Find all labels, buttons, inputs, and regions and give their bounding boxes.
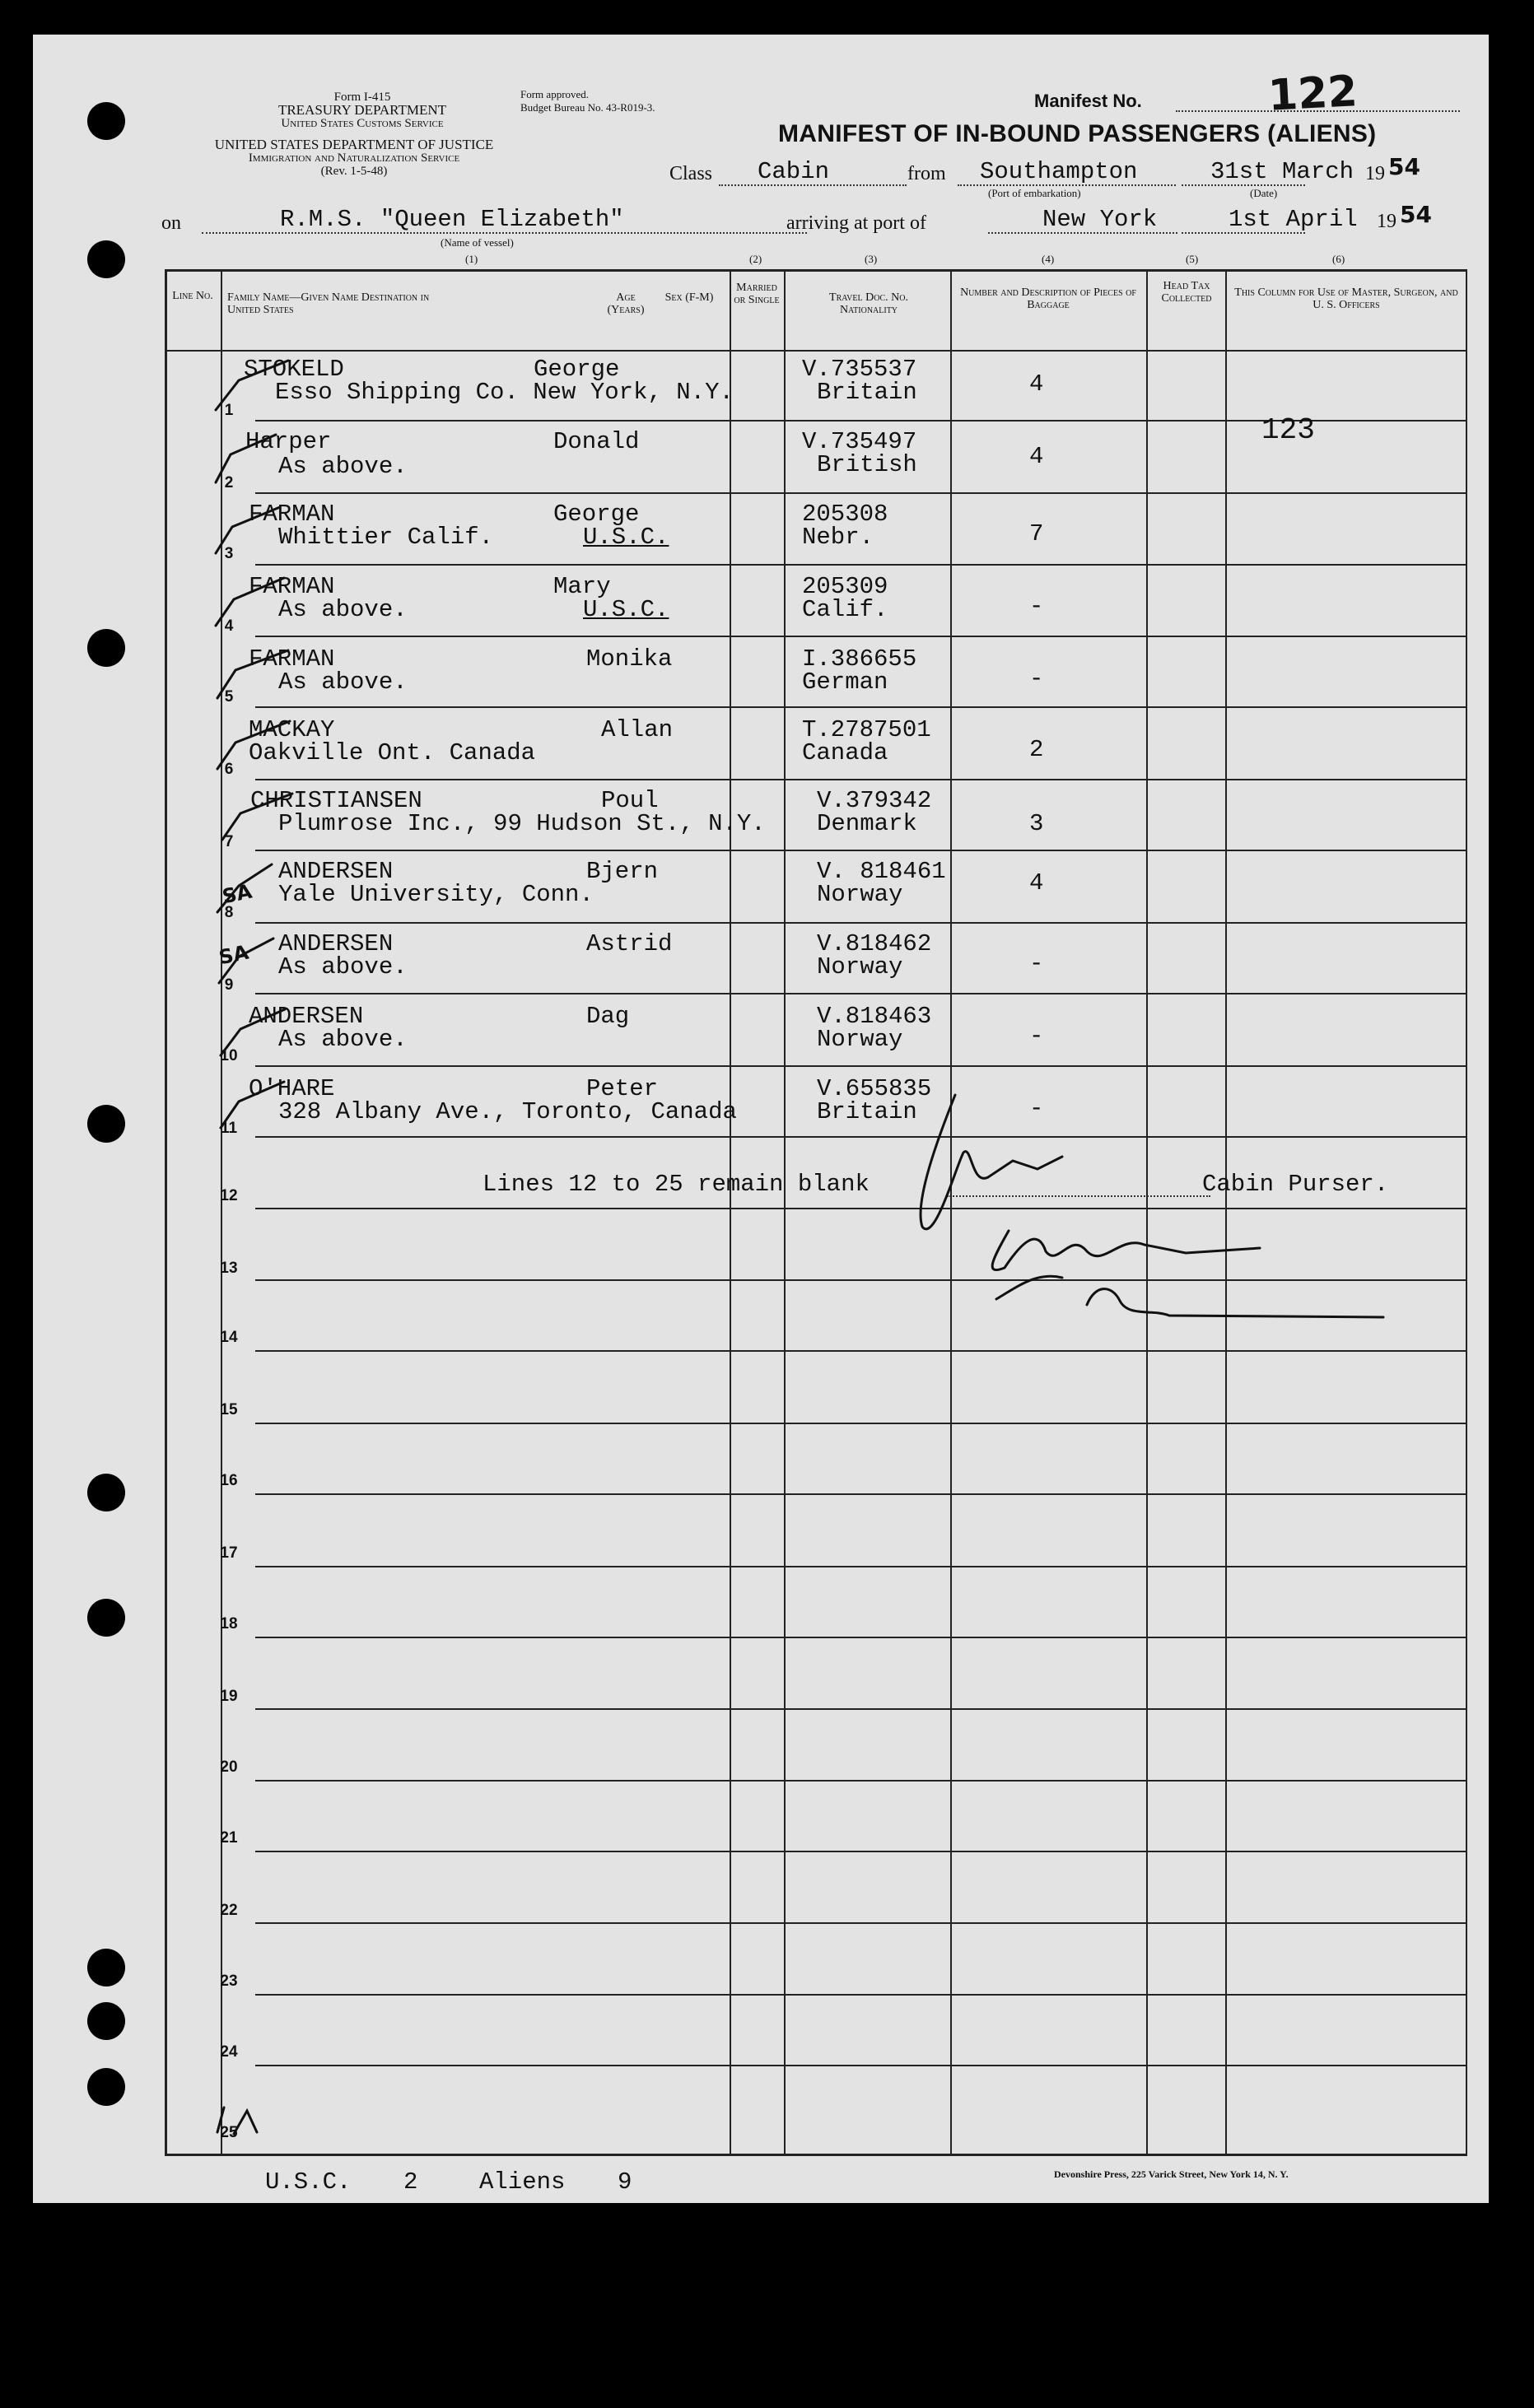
vessel-caption: (Name of vessel) xyxy=(441,236,514,249)
form-approved: Form approved. xyxy=(520,88,590,100)
class-value: Cabin xyxy=(758,158,830,185)
nationality: Britain xyxy=(817,379,917,406)
line-number: 11 xyxy=(220,1120,238,1137)
line-number: 15 xyxy=(220,1401,238,1418)
line-number: 14 xyxy=(220,1329,238,1346)
punch-hole-icon xyxy=(87,102,125,140)
line-number: 20 xyxy=(220,1758,238,1776)
baggage-count: - xyxy=(1029,665,1044,692)
line-number: 12 xyxy=(220,1187,238,1204)
given-name: Poul xyxy=(601,787,659,814)
travel-doc-no: T.2787501 xyxy=(802,716,931,743)
line-number: 5 xyxy=(224,688,234,706)
line-number: 21 xyxy=(220,1829,238,1847)
baggage-count: 4 xyxy=(1029,869,1044,897)
punch-hole-icon xyxy=(87,240,125,278)
baggage-count: - xyxy=(1029,950,1044,977)
given-name: Donald xyxy=(553,428,640,455)
baggage-count: 3 xyxy=(1029,810,1044,837)
justice-label: UNITED STATES DEPARTMENT OF JUSTICE xyxy=(214,137,494,152)
baggage-count: 7 xyxy=(1029,520,1044,547)
manifest-sheet xyxy=(33,35,1489,2203)
header-married: Married or Single xyxy=(734,282,780,306)
nationality: Norway xyxy=(817,953,903,980)
customs-label: United States Customs Service xyxy=(281,117,444,130)
nationality: Calif. xyxy=(802,596,888,623)
destination: Yale University, Conn. xyxy=(278,881,594,908)
officer-note: 123 xyxy=(1261,413,1315,447)
line-number: 10 xyxy=(220,1047,238,1064)
given-name: George xyxy=(553,501,640,528)
blank-lines-note: Lines 12 to 25 remain blank xyxy=(483,1171,870,1198)
header-age: Age (Years) xyxy=(607,291,645,316)
punch-hole-icon xyxy=(87,1599,125,1637)
given-name: Mary xyxy=(553,573,611,600)
line-number: 7 xyxy=(224,833,234,850)
printer-imprint: Devonshire Press, 225 Varick Street, New York 14, N. Y. xyxy=(1054,2168,1289,2180)
header-name: Family Name—Given Name Destination in United States xyxy=(227,291,430,316)
col-number: (1) xyxy=(465,253,478,265)
travel-doc-no: I.386655 xyxy=(802,645,917,673)
punch-hole-icon xyxy=(87,1105,125,1143)
destination: Plumrose Inc., 99 Hudson St., N.Y. xyxy=(278,810,766,837)
baggage-count: 4 xyxy=(1029,443,1044,470)
vessel-name: R.M.S. "Queen Elizabeth" xyxy=(280,206,624,233)
arrival-date: 1st April xyxy=(1229,206,1358,233)
arrival-port: New York xyxy=(1042,206,1158,233)
embarkation-year: 54 xyxy=(1388,153,1420,180)
aliens-label: Aliens xyxy=(479,2168,566,2196)
punch-hole-icon xyxy=(87,1474,125,1511)
aliens-count: 9 xyxy=(618,2168,632,2196)
nationality: German xyxy=(802,668,888,696)
purser-title: Cabin Purser. xyxy=(1202,1171,1389,1198)
baggage-count: - xyxy=(1029,1022,1044,1050)
arrival-year-prefix: 19 xyxy=(1377,211,1396,232)
embarkation-date: 31st March xyxy=(1210,158,1354,185)
baggage-count: 2 xyxy=(1029,736,1044,763)
punch-hole-icon xyxy=(87,2068,125,2106)
usc-status: U.S.C. xyxy=(583,596,669,623)
usc-label: U.S.C. xyxy=(265,2168,352,2196)
family-name: MACKAY xyxy=(249,716,335,743)
baggage-count: 4 xyxy=(1029,370,1044,398)
travel-doc-no: 205308 xyxy=(802,501,888,528)
arrival-year: 54 xyxy=(1400,201,1432,228)
line-number: 17 xyxy=(220,1544,238,1562)
line-number: 9 xyxy=(224,976,234,994)
nationality: British xyxy=(817,451,917,478)
col-number: (3) xyxy=(865,253,878,265)
destination: Oakville Ont. Canada xyxy=(249,739,536,766)
nationality: Norway xyxy=(817,881,903,908)
baggage-count: - xyxy=(1029,593,1044,620)
header-line-no: Line No. xyxy=(172,290,213,302)
given-name: Bjern xyxy=(586,858,659,885)
baggage-count: - xyxy=(1029,1095,1044,1122)
given-name: Allan xyxy=(601,716,674,743)
travel-doc-no: V.655835 xyxy=(817,1075,932,1102)
nationality: Canada xyxy=(802,739,888,766)
travel-doc-no: V.735497 xyxy=(802,428,917,455)
family-name: O'HARE xyxy=(249,1075,335,1102)
nationality: Denmark xyxy=(817,810,917,837)
header-officers: This Column for Use of Master, Surgeon, and U. S. Officers xyxy=(1234,286,1458,311)
date-caption: (Date) xyxy=(1250,187,1278,199)
usc-status: U.S.C. xyxy=(583,524,669,551)
handwritten-mark: SA xyxy=(220,879,254,909)
port-of-embarkation: Southampton xyxy=(980,158,1138,185)
family-name: ANDERSEN xyxy=(278,858,394,885)
line-number: 25 xyxy=(220,2124,238,2141)
family-name: CHRISTIANSEN xyxy=(250,787,422,814)
line-number: 4 xyxy=(224,617,234,635)
line-number: 6 xyxy=(224,761,234,778)
revision-label: (Rev. 1-5-48) xyxy=(320,165,388,178)
punch-hole-icon xyxy=(87,629,125,667)
destination: Esso Shipping Co. New York, N.Y. xyxy=(275,379,734,406)
manifest-no-label: Manifest No. xyxy=(1034,91,1142,111)
nationality: Nebr. xyxy=(802,524,874,551)
destination: As above. xyxy=(278,953,408,980)
manifest-number: 122 xyxy=(1266,67,1359,121)
travel-doc-no: V.818462 xyxy=(817,930,932,957)
punch-hole-icon xyxy=(87,2002,125,2040)
destination: As above. xyxy=(278,1026,408,1053)
family-name: FARMAN xyxy=(249,645,335,673)
line-number: 16 xyxy=(220,1472,238,1489)
family-name: FARMAN xyxy=(249,501,335,528)
travel-doc-no: V. 818461 xyxy=(817,858,946,885)
destination: As above. xyxy=(278,668,408,696)
arriving-label: arriving at port of xyxy=(786,212,926,234)
line-number: 19 xyxy=(220,1688,238,1705)
form-number: Form I-415 xyxy=(333,91,391,104)
line-number: 23 xyxy=(220,1973,238,1990)
line-number: 13 xyxy=(220,1260,238,1277)
travel-doc-no: V.735537 xyxy=(802,356,917,383)
punch-hole-icon xyxy=(87,1949,125,1986)
travel-doc-no: V.818463 xyxy=(817,1003,932,1030)
line-number: 22 xyxy=(220,1902,238,1919)
col-number: (4) xyxy=(1042,253,1055,265)
line-number: 24 xyxy=(220,2043,238,2061)
line-number: 3 xyxy=(224,545,234,562)
given-name: Astrid xyxy=(586,930,673,957)
line-number: 18 xyxy=(220,1615,238,1633)
handwritten-mark: SA xyxy=(217,940,251,970)
col-number: (5) xyxy=(1186,253,1199,265)
family-name: Harper xyxy=(245,428,332,455)
given-name: Dag xyxy=(586,1003,630,1030)
travel-doc-no: V.379342 xyxy=(817,787,932,814)
line-number: 8 xyxy=(224,904,234,921)
destination: 328 Albany Ave., Toronto, Canada xyxy=(278,1098,737,1125)
year-prefix: 19 xyxy=(1365,163,1385,184)
travel-doc-no: 205309 xyxy=(802,573,888,600)
header-sex: Sex (F-M) xyxy=(664,291,714,304)
page-title: MANIFEST OF IN-BOUND PASSENGERS (ALIENS) xyxy=(778,120,1377,147)
on-label: on xyxy=(161,212,181,234)
nationality: Britain xyxy=(817,1098,917,1125)
destination: As above. xyxy=(278,453,408,480)
class-label: Class xyxy=(669,163,713,184)
family-name: ANDERSEN xyxy=(249,1003,364,1030)
budget-bureau: Budget Bureau No. 43-R019-3. xyxy=(520,101,655,114)
nationality: Norway xyxy=(817,1026,903,1053)
given-name: Peter xyxy=(586,1075,659,1102)
usc-count: 2 xyxy=(403,2168,418,2196)
family-name: ANDERSEN xyxy=(278,930,394,957)
manifest-table xyxy=(165,269,1467,2156)
destination: As above. xyxy=(278,596,408,623)
given-name: Monika xyxy=(586,645,673,673)
col-number: (6) xyxy=(1332,253,1345,265)
given-name: George xyxy=(534,356,620,383)
header-baggage: Number and Description of Pieces of Baggage xyxy=(960,286,1136,311)
col-number: (2) xyxy=(749,253,762,265)
destination: Whittier Calif. xyxy=(278,524,494,551)
header-travel-doc: Travel Doc. No. Nationality xyxy=(829,291,908,316)
ins-label: Immigration and Naturalization Service xyxy=(248,151,460,165)
port-caption: (Port of embarkation) xyxy=(988,187,1081,199)
from-label: from xyxy=(907,163,946,184)
header-head-tax: Head Tax Collected xyxy=(1161,280,1212,305)
line-number: 1 xyxy=(224,402,234,419)
line-number: 2 xyxy=(224,474,234,491)
treasury-label: TREASURY DEPARTMENT xyxy=(277,102,447,118)
family-name: FARMAN xyxy=(249,573,335,600)
family-name: STOKELD xyxy=(244,356,344,383)
